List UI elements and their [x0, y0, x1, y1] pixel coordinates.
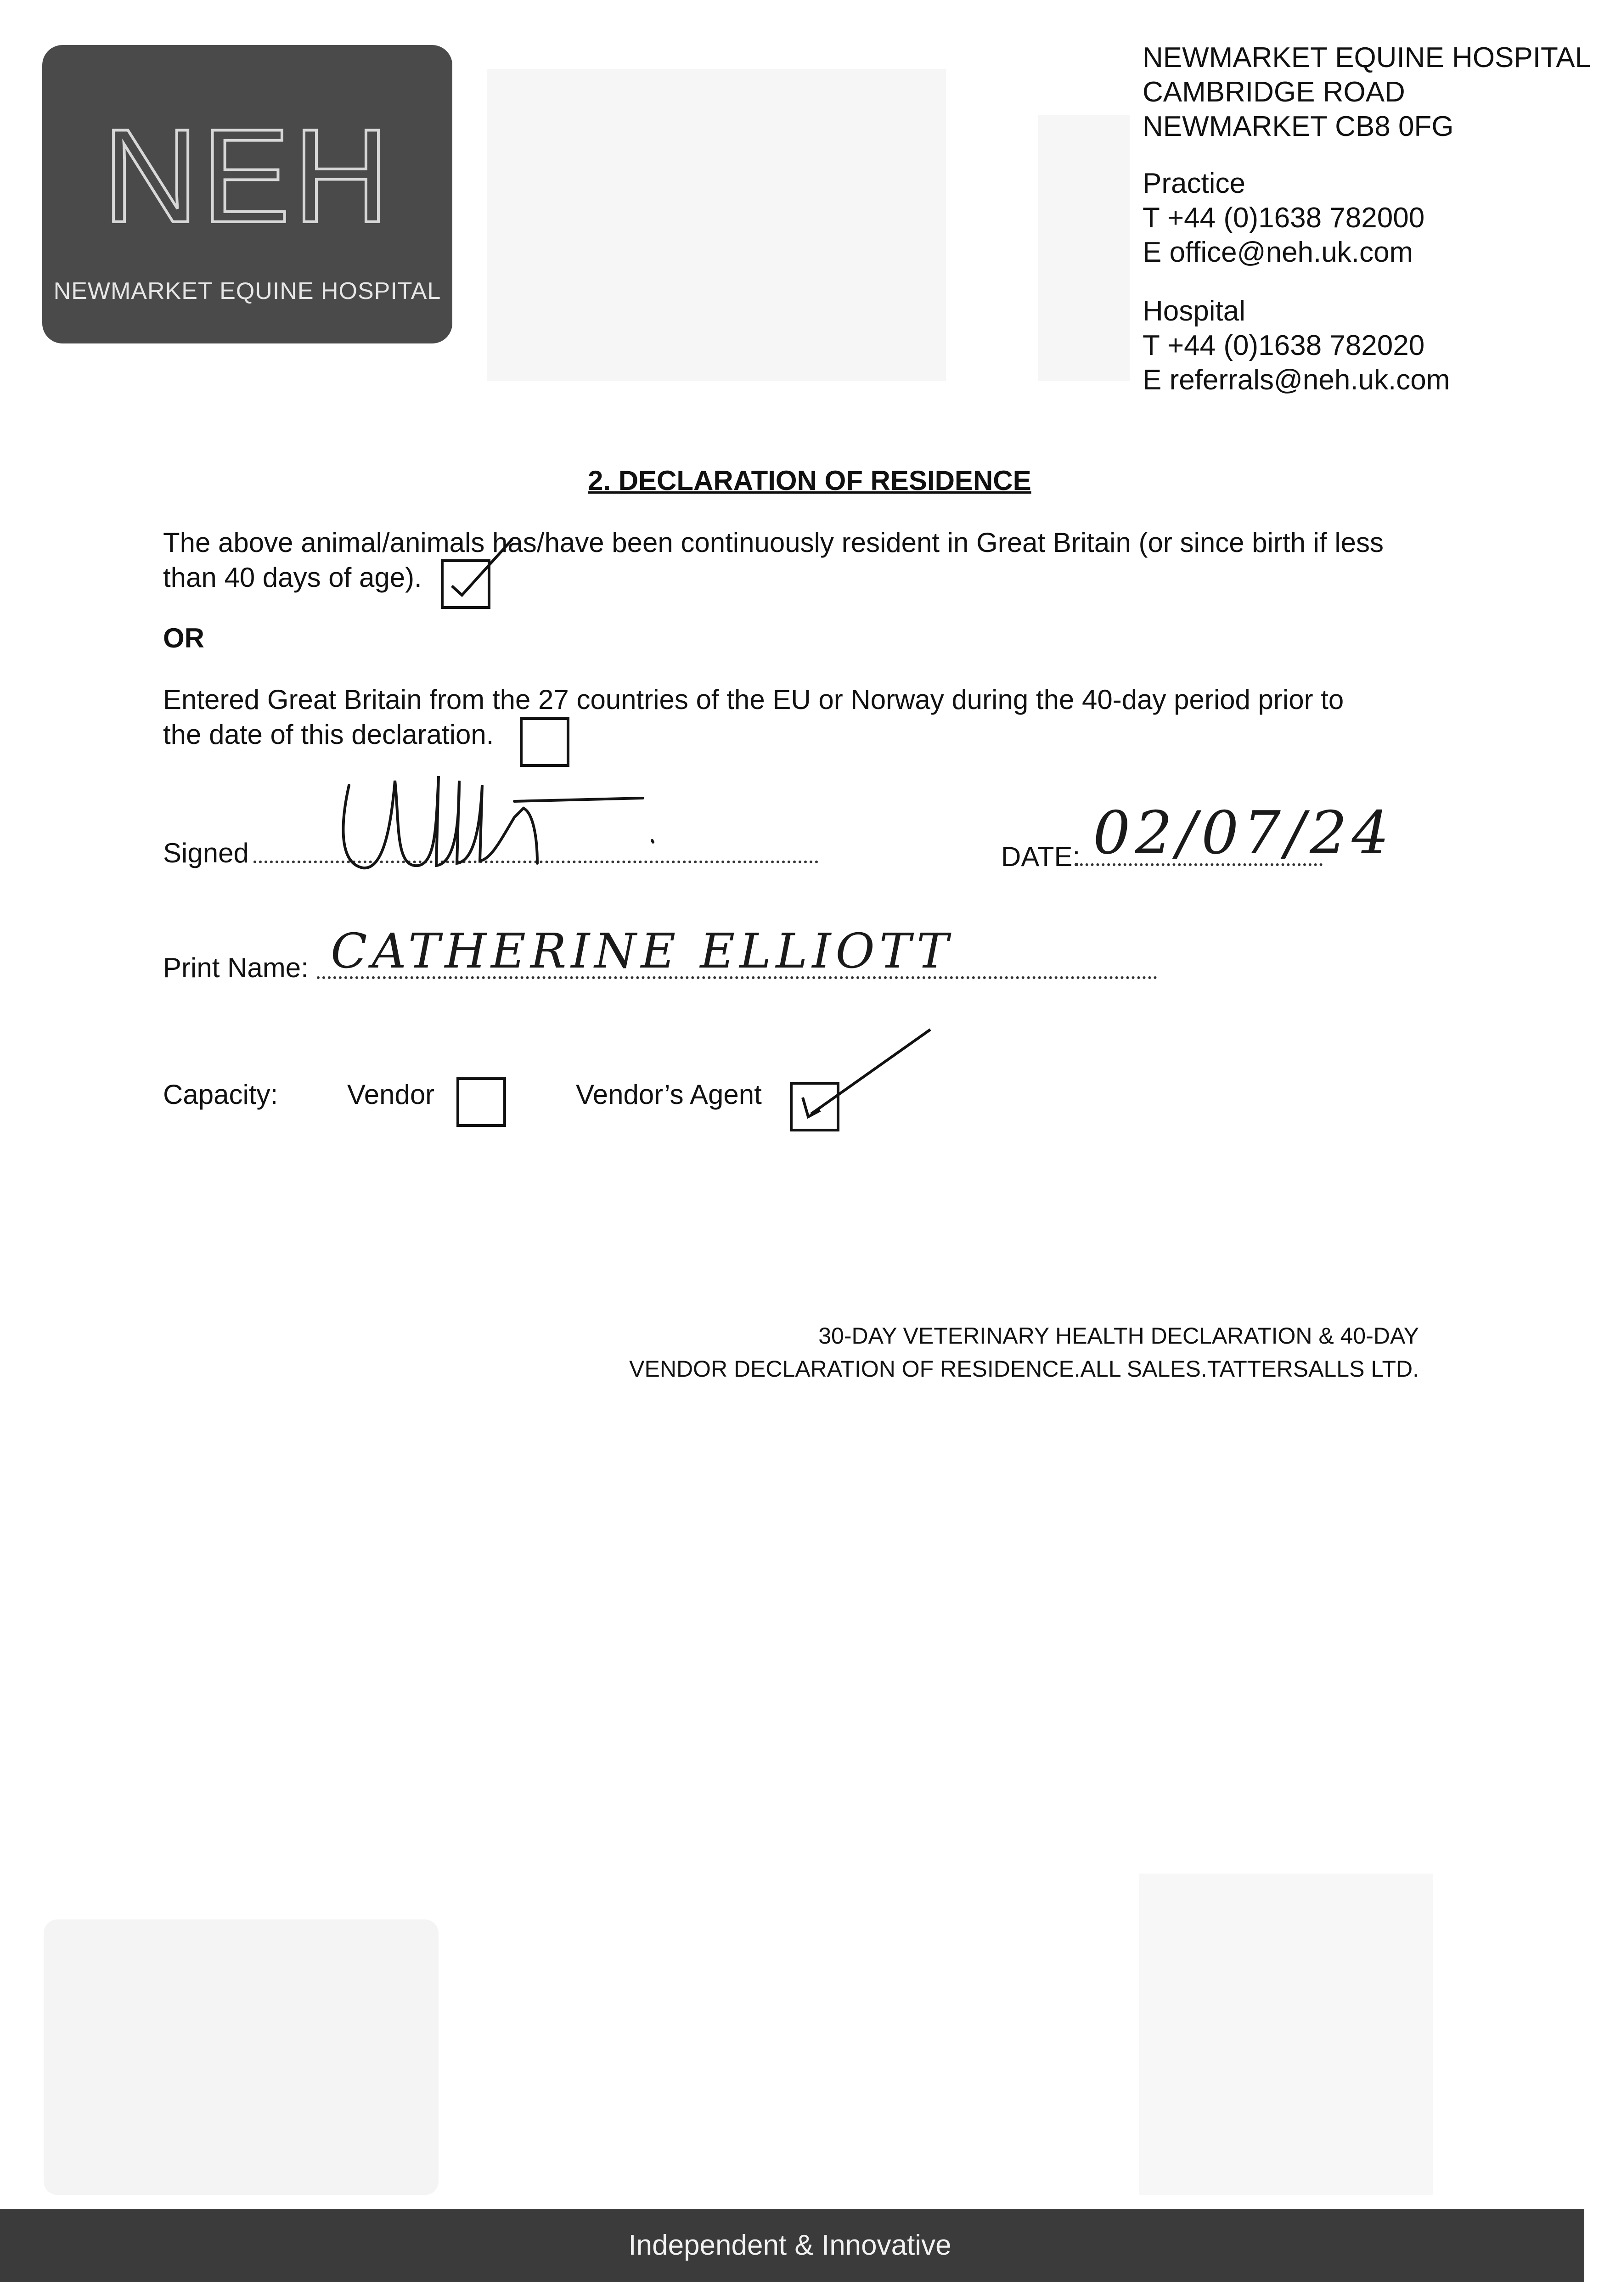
bleed-through-block	[1139, 1874, 1433, 2195]
vendor-checkbox[interactable]	[456, 1077, 506, 1127]
option1-checkbox[interactable]	[441, 559, 490, 609]
footer-tagline: Independent & Innovative	[628, 2229, 951, 2261]
practice-label: Practice	[1143, 168, 1245, 199]
practice-email: E office@neh.uk.com	[1143, 236, 1413, 268]
print-name-label: Print Name:	[163, 952, 309, 983]
address-line-3: NEWMARKET CB8 0FG	[1143, 111, 1454, 142]
option1-text-line1: The above animal/animals has/have been continuously resident in Great Britain (or since birth if less	[163, 527, 1384, 558]
print-name-value[interactable]: CATHERINE ELLIOTT	[331, 923, 953, 979]
logo-mark: NEH	[102, 101, 392, 250]
bleed-through-block	[487, 69, 946, 381]
check-mark-icon	[444, 562, 488, 606]
form-reference-line1: 30-DAY VETERINARY HEALTH DECLARATION & 40-DAY	[818, 1323, 1419, 1349]
logo-hospital-name: NEWMARKET EQUINE HOSPITAL	[53, 278, 441, 304]
signed-label: Signed	[163, 838, 249, 868]
capacity-label: Capacity:	[163, 1079, 278, 1110]
address-line-2: CAMBRIDGE ROAD	[1143, 76, 1405, 108]
or-label: OR	[163, 623, 204, 653]
vendors-agent-checkbox[interactable]	[790, 1082, 839, 1131]
neh-logo	[42, 45, 452, 343]
hospital-email: E referrals@neh.uk.com	[1143, 364, 1450, 396]
check-mark-icon	[793, 1085, 837, 1129]
option1-text-line2: than 40 days of age).	[163, 562, 422, 593]
handwritten-signature	[321, 753, 698, 872]
footer-bar	[0, 2209, 1584, 2282]
bleed-through-block	[1038, 115, 1130, 381]
vendor-label: Vendor	[347, 1079, 435, 1110]
vendors-agent-label: Vendor’s Agent	[576, 1079, 762, 1110]
practice-phone: T +44 (0)1638 782000	[1143, 202, 1425, 234]
option2-text-line1: Entered Great Britain from the 27 countries of the EU or Norway during the 40-day period prior to	[163, 684, 1344, 715]
hospital-label: Hospital	[1143, 295, 1245, 327]
form-reference-line2: VENDOR DECLARATION OF RESIDENCE.ALL SALES.TATTERSALLS LTD.	[629, 1356, 1419, 1382]
address-line-1: NEWMARKET EQUINE HOSPITAL	[1143, 42, 1591, 73]
option2-text-line2: the date of this declaration.	[163, 719, 494, 750]
date-label: DATE:	[1001, 841, 1081, 872]
hospital-phone: T +44 (0)1638 782020	[1143, 330, 1425, 361]
date-value[interactable]: 02/07/24	[1093, 799, 1394, 867]
section-title: 2. DECLARATION OF RESIDENCE	[588, 465, 1031, 496]
bleed-through-block	[44, 1919, 439, 2195]
